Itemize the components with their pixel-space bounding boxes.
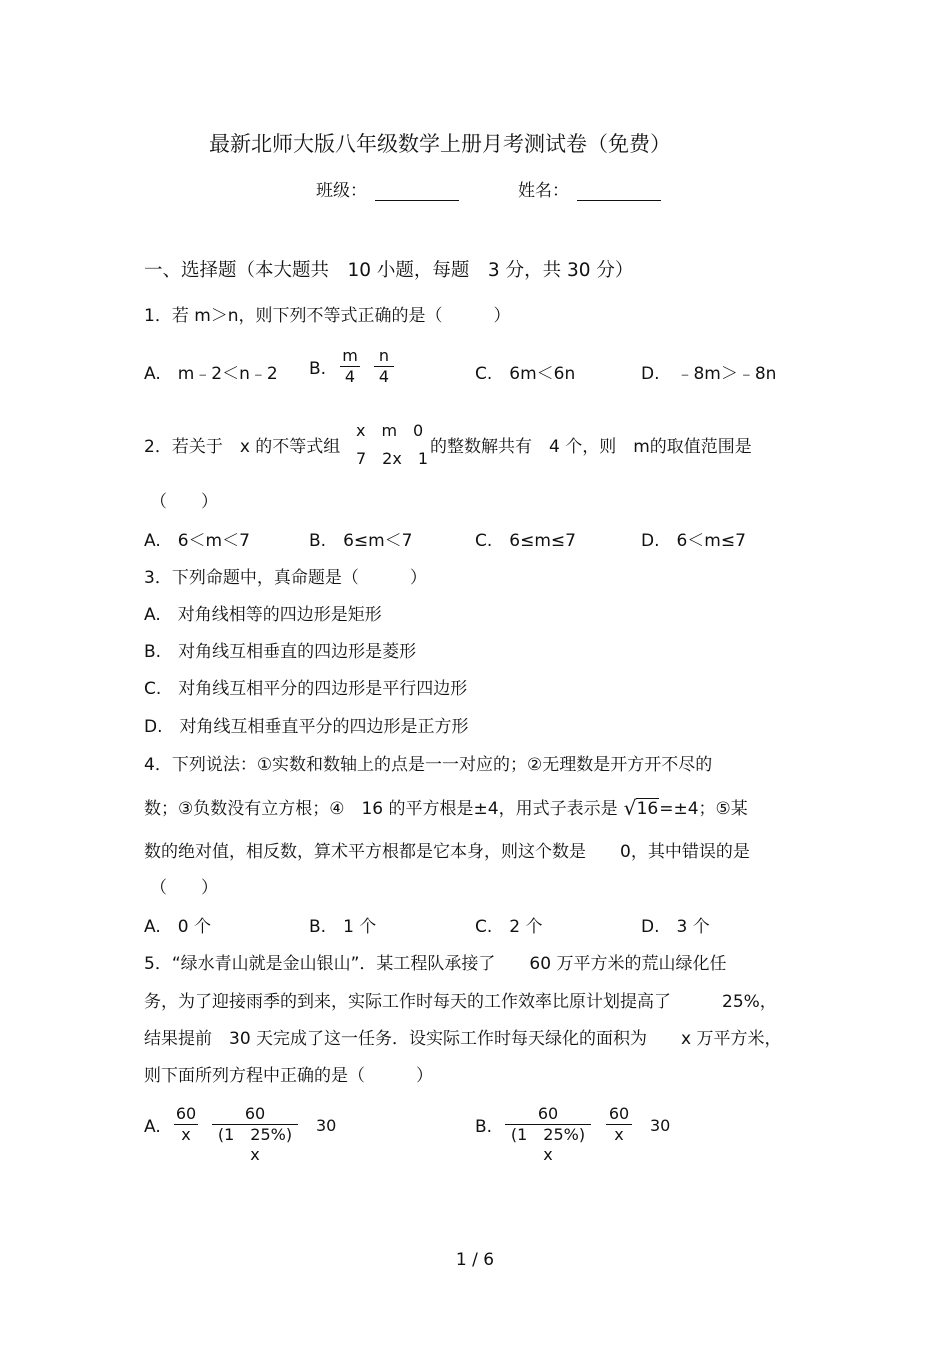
- q4-line-1: 4．下列说法：①实数和数轴上的点是一一对应的；②无理数是开方开不尽的: [144, 755, 713, 775]
- name-blank: [577, 182, 661, 201]
- q1-b-fraction-2: [374, 346, 394, 387]
- q3-stem: 3．下列命题中，真命题是（ ）: [144, 568, 427, 588]
- q2-stem-pre: 2．若关于 x 的不等式组: [144, 437, 341, 457]
- q4-line-3: 数的绝对值，相反数，算术平方根都是它本身，则这个数是 0，其中错误的是: [144, 842, 750, 862]
- name-field: [518, 176, 661, 201]
- page-number: 1 / 6: [455, 1250, 495, 1270]
- q5-a-f1-num: 60: [175, 1104, 197, 1123]
- q2-stem-post: 的整数解共有 4 个，则 m的取值范围是: [430, 437, 752, 457]
- q1-stem: 1．若 m＞n，则下列不等式正确的是（ ）: [144, 306, 511, 326]
- q5-b-f2-den: x: [606, 1124, 632, 1145]
- q5-b-fraction-2: [606, 1104, 632, 1145]
- q4-option-d: D. 3 个: [641, 917, 710, 937]
- q5-b-f1-num: 60: [537, 1104, 559, 1123]
- class-label: 班级：: [316, 181, 367, 201]
- q5-line-2: 务，为了迎接雨季的到来，实际工作时每天的工作效率比原计划提高了 25%，: [144, 992, 777, 1012]
- class-blank: [375, 182, 459, 201]
- section-heading: 一、选择题（本大题共 10 小题，每题 3 分，共 30 分）: [144, 260, 634, 281]
- q3-option-a: A. 对角线相等的四边形是矩形: [144, 605, 382, 625]
- q2-option-a: A. 6＜m＜7: [144, 531, 250, 551]
- q1-b-fraction-1: [340, 346, 360, 387]
- q5-a-fraction-2: [212, 1104, 298, 1165]
- sqrt-icon: √: [623, 796, 637, 820]
- q5-line-4: 则下面所列方程中正确的是（ ）: [144, 1066, 433, 1086]
- q5-a-f2-den: (1 25%) x: [212, 1124, 298, 1165]
- q4-option-b: B. 1 个: [309, 917, 377, 937]
- q5-line-3: 结果提前 30 天完成了这一任务．设实际工作时每天绿化的面积为 x 万平方米，: [144, 1029, 782, 1049]
- name-label: 姓名：: [518, 181, 569, 201]
- q5-line-1: 5．“绿水青山就是金山银山”．某工程队承接了 60 万平方米的荒山绿化任: [144, 954, 727, 974]
- document-title: 最新北师大版八年级数学上册月考测试卷（免费）: [209, 132, 671, 156]
- q1-b-f2-den: 4: [374, 366, 394, 387]
- q5-a-f2-num: 60: [244, 1104, 266, 1123]
- q3-option-b: B. 对角线互相垂直的四边形是菱形: [144, 642, 417, 662]
- q1-b-f1-num: m: [342, 346, 358, 365]
- q2-system-line-1: x m 0: [356, 421, 424, 440]
- q5-b-fraction-1: [505, 1104, 591, 1165]
- q5-option-a-label: A.: [144, 1117, 161, 1137]
- q5-b-rhs: 30: [650, 1116, 671, 1135]
- q1-b-f2-num: n: [378, 346, 390, 365]
- q2-option-d: D. 6＜m≤7: [641, 531, 746, 551]
- q5-a-rhs: 30: [316, 1116, 337, 1135]
- q4-line-2-pre: 数；③负数没有立方根；④ 16 的平方根是±4，用式子表示是: [144, 799, 618, 819]
- q1-option-b-label: B.: [309, 359, 327, 379]
- class-field: [316, 176, 459, 201]
- q5-a-fraction-1: [174, 1104, 198, 1145]
- q4-option-c: C. 2 个: [475, 917, 543, 937]
- q1-option-c: C. 6m＜6n: [475, 364, 576, 384]
- q1-b-f1-den: 4: [340, 366, 360, 387]
- q2-option-c: C. 6≤m≤7: [475, 531, 576, 551]
- q4-answer-paren: （ ）: [150, 878, 218, 898]
- q1-option-d: D. ﹣8m＞﹣8n: [641, 364, 777, 384]
- q3-option-c: C. 对角线互相平分的四边形是平行四边形: [144, 679, 468, 699]
- q3-option-d: D. 对角线互相垂直平分的四边形是正方形: [144, 717, 469, 737]
- sqrt-expression: [624, 798, 660, 819]
- q5-b-f2-num: 60: [608, 1104, 630, 1123]
- q2-answer-paren: （ ）: [150, 492, 218, 512]
- q5-a-f1-den: x: [174, 1124, 198, 1145]
- q2-option-b: B. 6≤m＜7: [309, 531, 413, 551]
- q5-b-f1-den: (1 25%) x: [505, 1124, 591, 1165]
- q4-line-2: [144, 794, 748, 819]
- q2-system-line-2: 7 2x 1: [356, 449, 429, 468]
- q4-option-a: A. 0 个: [144, 917, 211, 937]
- q1-option-a: A. m﹣2＜n﹣2: [144, 364, 278, 384]
- q5-option-b-label: B.: [475, 1117, 493, 1137]
- q4-line-2-post: =±4；⑤某: [659, 799, 748, 819]
- sqrt-radicand: 16: [636, 799, 659, 819]
